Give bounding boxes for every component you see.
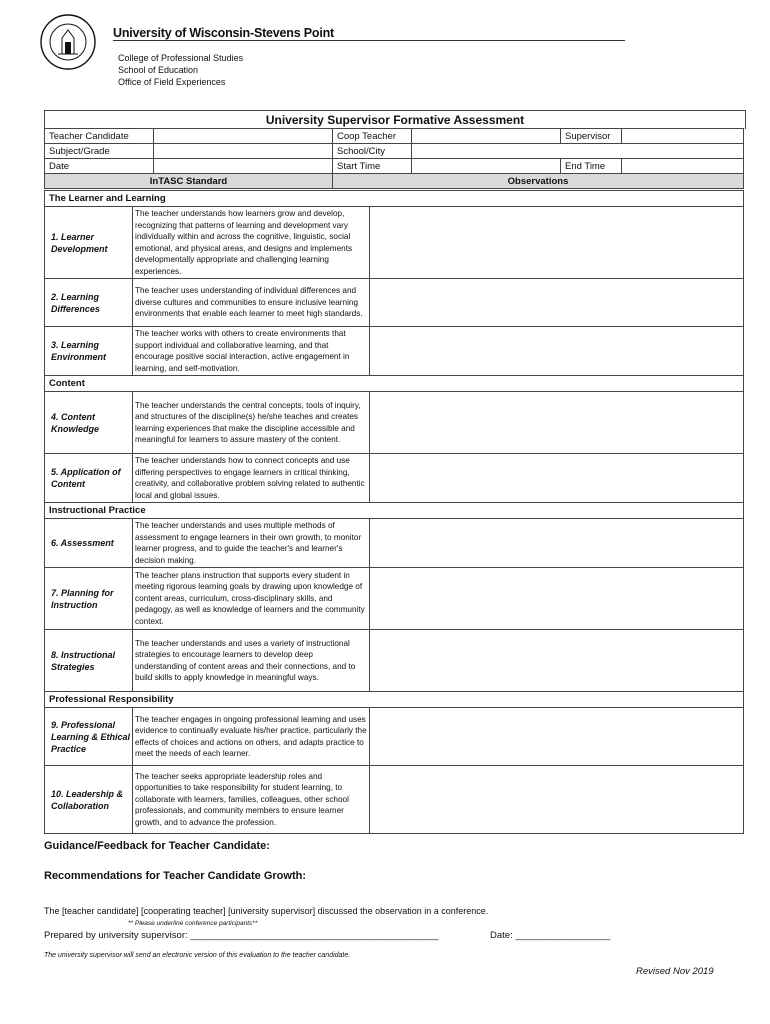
dept-line: College of Professional Studies — [118, 53, 244, 63]
department-lines — [118, 52, 243, 88]
section-row — [45, 376, 744, 392]
observation-field[interactable] — [370, 392, 744, 454]
date-field[interactable] — [154, 159, 333, 174]
teacher-candidate-field[interactable] — [154, 129, 333, 144]
standard-description: The teacher seeks appropriate leadership roles and opportunities to take responsibility for student learning, to collaborate with learners, families, colleagues, other school professionals, and community members to ensure learner growth, and to advance the profession. — [133, 766, 370, 834]
standard-description: The teacher understands the central concepts, tools of inquiry, and structures of the discipline(s) he/she teaches and creates learning experiences that make the discipline accessible and meaningful for learners to assure mastery of the content. — [133, 392, 370, 454]
section-title: Professional Responsibility — [45, 692, 744, 708]
col-header-observations: Observations — [333, 174, 744, 189]
label-subject-grade: Subject/Grade — [45, 144, 154, 159]
conference-statement: The [teacher candidate] [cooperating teacher] [university supervisor] discussed the observation in a conference. — [44, 906, 489, 916]
signature-date-line[interactable]: Date: __________________ — [490, 930, 611, 941]
observation-field[interactable] — [370, 207, 744, 279]
university-seal — [40, 14, 96, 70]
standard-description: The teacher understands how learners grow and develop, recognizing that patterns of learning and development vary individually within and across the cognitive, linguistic, social emotional, and physical areas, and designs and implements developmentally appropriate and challenging learning experiences. — [133, 207, 370, 279]
standard-row — [45, 454, 744, 503]
section-row — [45, 503, 744, 519]
section-title: The Learner and Learning — [45, 191, 744, 207]
standard-name: 2. Learning Differences — [45, 279, 133, 327]
form-header-table — [44, 128, 744, 189]
observation-field[interactable] — [370, 454, 744, 503]
recommendations-heading: Recommendations for Teacher Candidate Growth: — [44, 870, 307, 882]
observation-field[interactable] — [370, 708, 744, 766]
observation-field[interactable] — [370, 766, 744, 834]
observation-field[interactable] — [370, 327, 744, 376]
start-time-field[interactable] — [412, 159, 561, 174]
section-title: Instructional Practice — [45, 503, 744, 519]
standard-description: The teacher understands how to connect concepts and use differing perspectives to engage learners in critical thinking, creativity, and collaborative problem solving related to authentic local and global issues. — [133, 454, 370, 503]
standard-row — [45, 519, 744, 568]
standard-name: 5. Application of Content — [45, 454, 133, 503]
dept-line: Office of Field Experiences — [118, 77, 226, 87]
section-row — [45, 692, 744, 708]
guidance-heading: Guidance/Feedback for Teacher Candidate: — [44, 840, 270, 852]
standard-name: 8. Instructional Strategies — [45, 630, 133, 692]
standard-description: The teacher understands and uses multiple methods of assessment to engage learners in their own growth, to monitor learner progress, and to guide the teacher's and learner's decision making. — [133, 519, 370, 568]
standard-row — [45, 766, 744, 834]
observation-field[interactable] — [370, 568, 744, 630]
label-school-city: School/City — [333, 144, 412, 159]
standard-description: The teacher plans instruction that supports every student in meeting rigorous learning goals by drawing upon knowledge of content areas, curriculum, cross-disciplinary skills, and pedagogy, as well as knowledge of learners and the community context. — [133, 568, 370, 630]
observation-field[interactable] — [370, 630, 744, 692]
section-title: Content — [45, 376, 744, 392]
standard-name: 10. Leadership & Collaboration — [45, 766, 133, 834]
standard-name: 9. Professional Learning & Ethical Practice — [45, 708, 133, 766]
label-end-time: End Time — [561, 159, 622, 174]
standard-name: 4. Content Knowledge — [45, 392, 133, 454]
subject-grade-field[interactable] — [154, 144, 333, 159]
form-title: University Supervisor Formative Assessment — [44, 110, 746, 129]
standard-row — [45, 327, 744, 376]
electronic-version-note: The university supervisor will send an electronic version of this evaluation to the teacher candidate. — [44, 952, 351, 959]
section-row — [45, 191, 744, 207]
end-time-field[interactable] — [622, 159, 744, 174]
coop-teacher-field[interactable] — [412, 129, 561, 144]
standard-name: 6. Assessment — [45, 519, 133, 568]
prepared-by-line[interactable]: Prepared by university supervisor: _______________________________________________ — [44, 930, 439, 941]
label-supervisor: Supervisor — [561, 129, 622, 144]
header-rule — [113, 40, 625, 41]
standard-row — [45, 392, 744, 454]
label-start-time: Start Time — [333, 159, 412, 174]
standard-description: The teacher works with others to create environments that support individual and collaborative learning, and that encourage positive social interaction, active engagement in learning, and self-motivation. — [133, 327, 370, 376]
observation-field[interactable] — [370, 279, 744, 327]
observation-field[interactable] — [370, 519, 744, 568]
standard-row — [45, 568, 744, 630]
standard-row — [45, 279, 744, 327]
school-city-field[interactable] — [412, 144, 744, 159]
standard-row — [45, 708, 744, 766]
standard-description: The teacher understands and uses a variety of instructional strategies to encourage learners to develop deep understanding of content areas and their connections, and to build skills to apply knowledge in meaningful ways. — [133, 630, 370, 692]
university-name: University of Wisconsin-Stevens Point — [113, 26, 335, 40]
revised-date: Revised Nov 2019 — [636, 966, 714, 977]
standard-name: 7. Planning for Instruction — [45, 568, 133, 630]
col-header-standard: InTASC Standard — [45, 174, 333, 189]
standard-name: 3. Learning Environment — [45, 327, 133, 376]
standard-description: The teacher uses understanding of individual differences and diverse cultures and communities to ensure inclusive learning environments that enable each learner to meet high standards. — [133, 279, 370, 327]
dept-line: School of Education — [118, 65, 199, 75]
label-teacher-candidate: Teacher Candidate — [45, 129, 154, 144]
standard-row — [45, 207, 744, 279]
label-date: Date — [45, 159, 154, 174]
standard-description: The teacher engages in ongoing professional learning and uses evidence to continually evaluate his/her practice, particularly the effects of choices and actions on others, and adapts practice to meet the needs of each learner. — [133, 708, 370, 766]
underline-note: ** Please underline conference participants** — [128, 920, 258, 927]
standard-row — [45, 630, 744, 692]
supervisor-field[interactable] — [622, 129, 744, 144]
standards-table — [44, 190, 744, 834]
label-coop-teacher: Coop Teacher — [333, 129, 412, 144]
standard-name: 1. Learner Development — [45, 207, 133, 279]
